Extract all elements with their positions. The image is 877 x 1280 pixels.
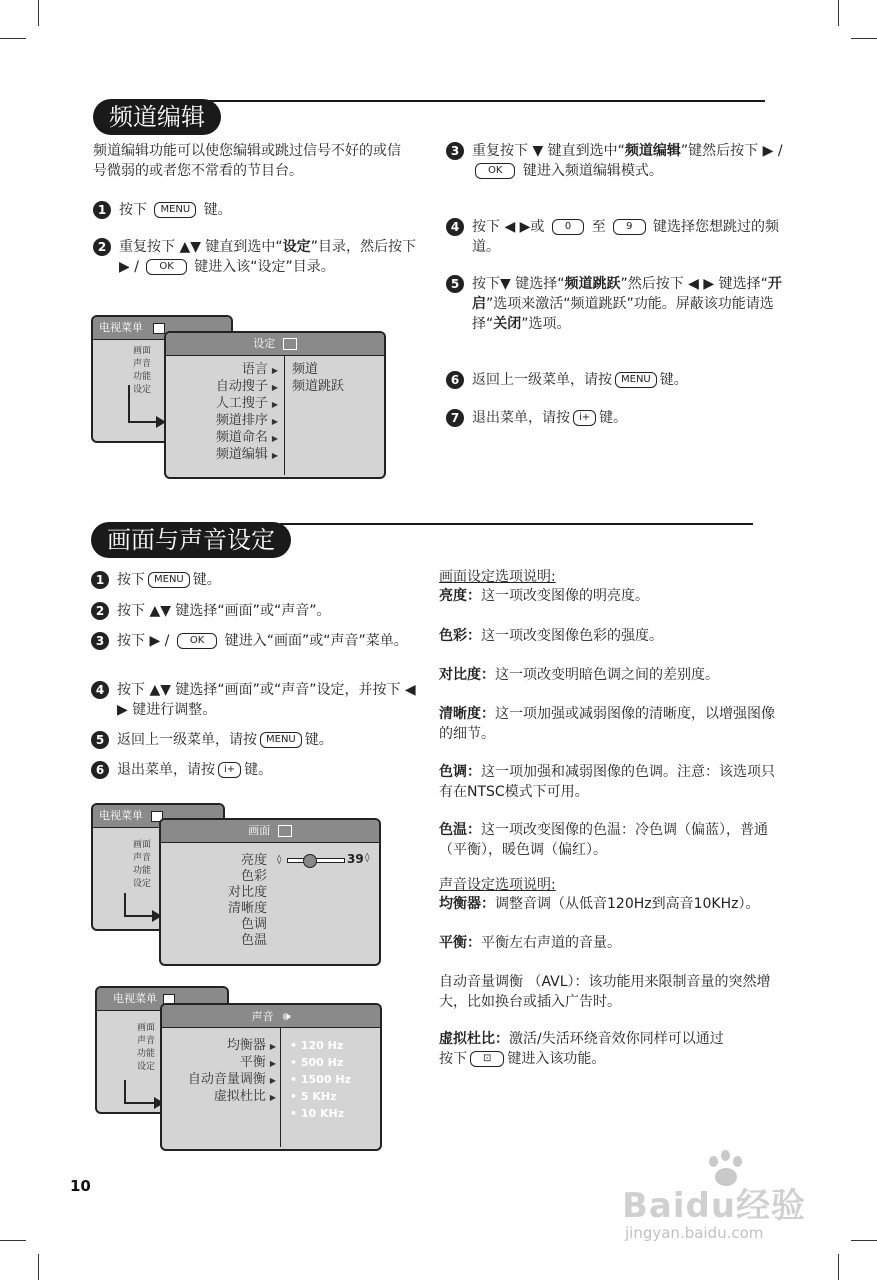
step-1: 1 按下 MENU 键。 [93, 200, 439, 220]
intro-paragraph: 频道编辑功能可以使您编辑或跳过信号不好的或信号微弱的或者您不常看的节目台。 [93, 143, 401, 179]
sound-item-balance[interactable]: 平衡 ▶ [239, 1055, 276, 1070]
picture-item-tint[interactable]: 色调 [240, 917, 267, 932]
surround-key-icon: ⊡ [470, 1051, 504, 1067]
desc-brightness: 亮度：这一项改变图像的明亮度。 [439, 588, 649, 604]
section-rule [280, 523, 753, 525]
digit-9-key-icon: 9 [613, 219, 645, 235]
settings-menu-window [164, 331, 386, 479]
connector-line [128, 385, 130, 423]
s2-step-6: 6 退出菜单，请按 i+ 键。 [91, 760, 437, 780]
section-rule [200, 100, 765, 102]
tv-menu-item: 声音 [133, 853, 152, 863]
ok-key-icon: OK [177, 633, 217, 649]
step-6: 6 返回上一级菜单，请按 MENU 键。 [446, 370, 792, 390]
desc-equalizer: 均衡器：调整音调（从低音120Hz到高音10KHz）。 [439, 896, 760, 912]
step-2: 2 重复按下 ▲▼ 键直到选中“设定”目录，然后按下 ▶ / OK 键进入该“设定”目录。 [93, 237, 424, 277]
menu-divider [280, 1028, 281, 1147]
desc-tint: 色调：这一项加强和减弱图像的色调。注意：该选项只有在NTSC模式下可用。 [439, 764, 775, 800]
crop-mark [851, 38, 877, 39]
tv-menu-header: 电视菜单 [97, 988, 227, 1011]
slider-thumb[interactable] [303, 854, 317, 868]
tv-menu-item: 功能 [133, 372, 152, 382]
desc-contrast: 对比度：这一项改变明暗色调之间的差别度。 [439, 667, 719, 683]
menu-icon [153, 323, 165, 334]
menu-key-icon: MENU [260, 732, 302, 748]
sound-item-virtual-dolby[interactable]: 虚拟杜比 ▶ [213, 1089, 276, 1104]
s2-step-2: 2 按下 ▲▼ 键选择“画面”或“声音”。 [91, 601, 437, 621]
tv-menu-item: 设定 [137, 1062, 156, 1072]
desc-virtual-dolby: 虚拟杜比：激活/失活环绕音效你同样可以通过按下 ⊡ 键进入该功能。 [439, 1031, 724, 1067]
settings-item-auto-search[interactable]: 自动搜子 ▶ [215, 379, 278, 394]
settings-item-manual-search[interactable]: 人工搜子 ▶ [215, 396, 278, 411]
connector-line [124, 1102, 156, 1104]
desc-sharpness: 清晰度：这一项加强或减弱图像的清晰度，以增强图像的细节。 [439, 706, 775, 742]
brightness-slider[interactable] [277, 854, 343, 866]
step-number: 3 [446, 142, 464, 160]
page-number: 10 [70, 1177, 91, 1195]
step-number: 1 [91, 571, 109, 589]
settings-item-name[interactable]: 频道命名 ▶ [215, 430, 278, 445]
step-5: 5 按下▼ 键选择“频道跳跃”然后按下 ◀ ▶ 键选择“开启”选项来激活“频道跳跃”功能。屏蔽该功能请选择“关闭”选项。 [446, 274, 792, 334]
crop-mark [838, 0, 839, 26]
step-3: 3 重复按下 ▼ 键直到选中“频道编辑”键然后按下 ▶ / OK 键进入频道编辑模式。 [446, 141, 792, 181]
tv-menu-item: 功能 [133, 866, 152, 876]
step-number: 5 [446, 275, 464, 293]
info-key-icon: i+ [573, 410, 596, 426]
eq-band-500hz[interactable]: • 500 Hz [290, 1056, 344, 1069]
crop-mark [38, 1254, 39, 1280]
menu-key-icon: MENU [148, 572, 190, 588]
desc-color-temp: 色温：这一项改变图像的色温：冷色调（偏蓝），普通（平衡），暖色调（偏红）。 [439, 822, 768, 858]
crop-mark [38, 0, 39, 26]
step-number: 1 [93, 201, 111, 219]
section-title-picture-sound: 画面与声音设定 [91, 522, 291, 558]
tv-menu-item: 画面 [133, 346, 152, 356]
tv-menu-header: 电视菜单 [93, 317, 231, 340]
picture-item-color-temp[interactable]: 色温 [240, 933, 267, 948]
tv-menu-item: 功能 [137, 1049, 156, 1059]
tv-menu-item: 画面 [137, 1023, 156, 1033]
connector-line [128, 421, 158, 423]
picture-desc-heading: 画面设定选项说明: [439, 569, 556, 585]
picture-menu-header: 画面 [161, 820, 379, 843]
step-number: 7 [446, 409, 464, 427]
brightness-value: 39 [347, 852, 364, 866]
tv-menu-header: 电视菜单 [93, 805, 223, 828]
watermark-brand: Baidu经验 [622, 1186, 807, 1226]
sound-menu-header: 声音 🕪 [162, 1005, 380, 1028]
crop-mark [0, 1240, 26, 1241]
picture-icon [278, 825, 292, 837]
sound-item-equalizer[interactable]: 均衡器 ▶ [226, 1038, 276, 1053]
crop-mark [0, 38, 26, 39]
settings-item-edit[interactable]: 频道编辑 ▶ [215, 447, 278, 462]
step-7: 7 退出菜单，请按 i+ 键。 [446, 408, 792, 428]
connector-line [124, 915, 154, 917]
info-key-icon: i+ [218, 762, 241, 778]
step-number: 3 [91, 632, 109, 650]
digit-0-key-icon: 0 [552, 219, 584, 235]
step-number: 4 [446, 218, 464, 236]
picture-item-contrast[interactable]: 对比度 [227, 885, 267, 900]
slider-right-arrow-icon: ◊ [365, 853, 370, 863]
tv-menu-item: 声音 [137, 1036, 156, 1046]
tv-menu-item: 画面 [133, 840, 152, 850]
settings-icon [283, 338, 297, 350]
menu-key-icon: MENU [154, 202, 196, 218]
picture-item-color[interactable]: 色彩 [240, 869, 267, 884]
step-number: 2 [93, 238, 111, 256]
step-number: 5 [91, 731, 109, 749]
slider-left-arrow-icon: ◊ [277, 855, 282, 865]
menu-key-icon: MENU [615, 372, 657, 388]
desc-balance: 平衡：平衡左右声道的音量。 [439, 935, 621, 951]
step-number: 2 [91, 602, 109, 620]
tv-menu-item: 设定 [133, 879, 152, 889]
picture-item-sharpness[interactable]: 清晰度 [227, 901, 267, 916]
desc-avl: 自动音量调衡 （AVL）：该功能用来限制音量的突然增大，比如换台或插入广告时。 [439, 974, 771, 1010]
eq-band-1500hz[interactable]: • 1500 Hz [290, 1073, 351, 1086]
connector-line [124, 1080, 126, 1104]
desc-color: 色彩：这一项改变图像色彩的强度。 [439, 628, 663, 644]
sound-desc-heading: 声音设定选项说明: [439, 877, 556, 893]
settings-menu-header: 设定 [166, 333, 384, 356]
eq-band-10khz[interactable]: • 10 KHz [290, 1107, 345, 1120]
crop-mark [838, 1254, 839, 1280]
picture-item-brightness[interactable]: 亮度 [240, 853, 267, 868]
eq-band-120hz[interactable]: • 120 Hz [290, 1039, 344, 1052]
s2-step-4: 4 按下 ▲▼ 键选择“画面”或“声音”设定，并按下 ◀ ▶ 键进行调整。 [91, 680, 427, 720]
settings-item-language[interactable]: 语言 ▶ [241, 362, 278, 377]
watermark-url: jingyan.baidu.com [625, 1224, 764, 1242]
step-number: 6 [91, 761, 109, 779]
ok-key-icon: OK [146, 259, 186, 275]
speaker-icon: 🕪 [282, 1009, 291, 1023]
picture-menu-window [159, 818, 381, 966]
edit-subitem-channel[interactable]: 频道 [292, 362, 319, 377]
menu-divider [284, 356, 285, 475]
ok-key-icon: OK [475, 163, 515, 179]
s2-step-1: 1 按下 MENU 键。 [91, 570, 437, 590]
edit-subitem-skip[interactable]: 频道跳跃 [292, 379, 345, 394]
s2-step-5: 5 返回上一级菜单，请按 MENU 键。 [91, 730, 437, 750]
crop-mark [851, 1240, 877, 1241]
sound-item-avl[interactable]: 自动音量调衡 ▶ [187, 1072, 276, 1087]
tv-menu-item: 设定 [133, 385, 152, 395]
step-4: 4 按下 ◀ ▶或 0 至 9 键选择您想跳过的频道。 [446, 217, 792, 257]
step-number: 4 [91, 681, 109, 699]
s2-step-3: 3 按下 ▶ / OK 键进入“画面”或“声音”菜单。 [91, 631, 422, 651]
section-title-channel-edit: 频道编辑 [93, 99, 221, 135]
settings-item-sort[interactable]: 频道排序 ▶ [215, 413, 278, 428]
connector-line [124, 893, 126, 917]
tv-menu-item: 声音 [133, 359, 152, 369]
step-number: 6 [446, 371, 464, 389]
eq-band-5khz[interactable]: • 5 KHz [290, 1090, 337, 1103]
sound-menu-window [160, 1003, 382, 1151]
